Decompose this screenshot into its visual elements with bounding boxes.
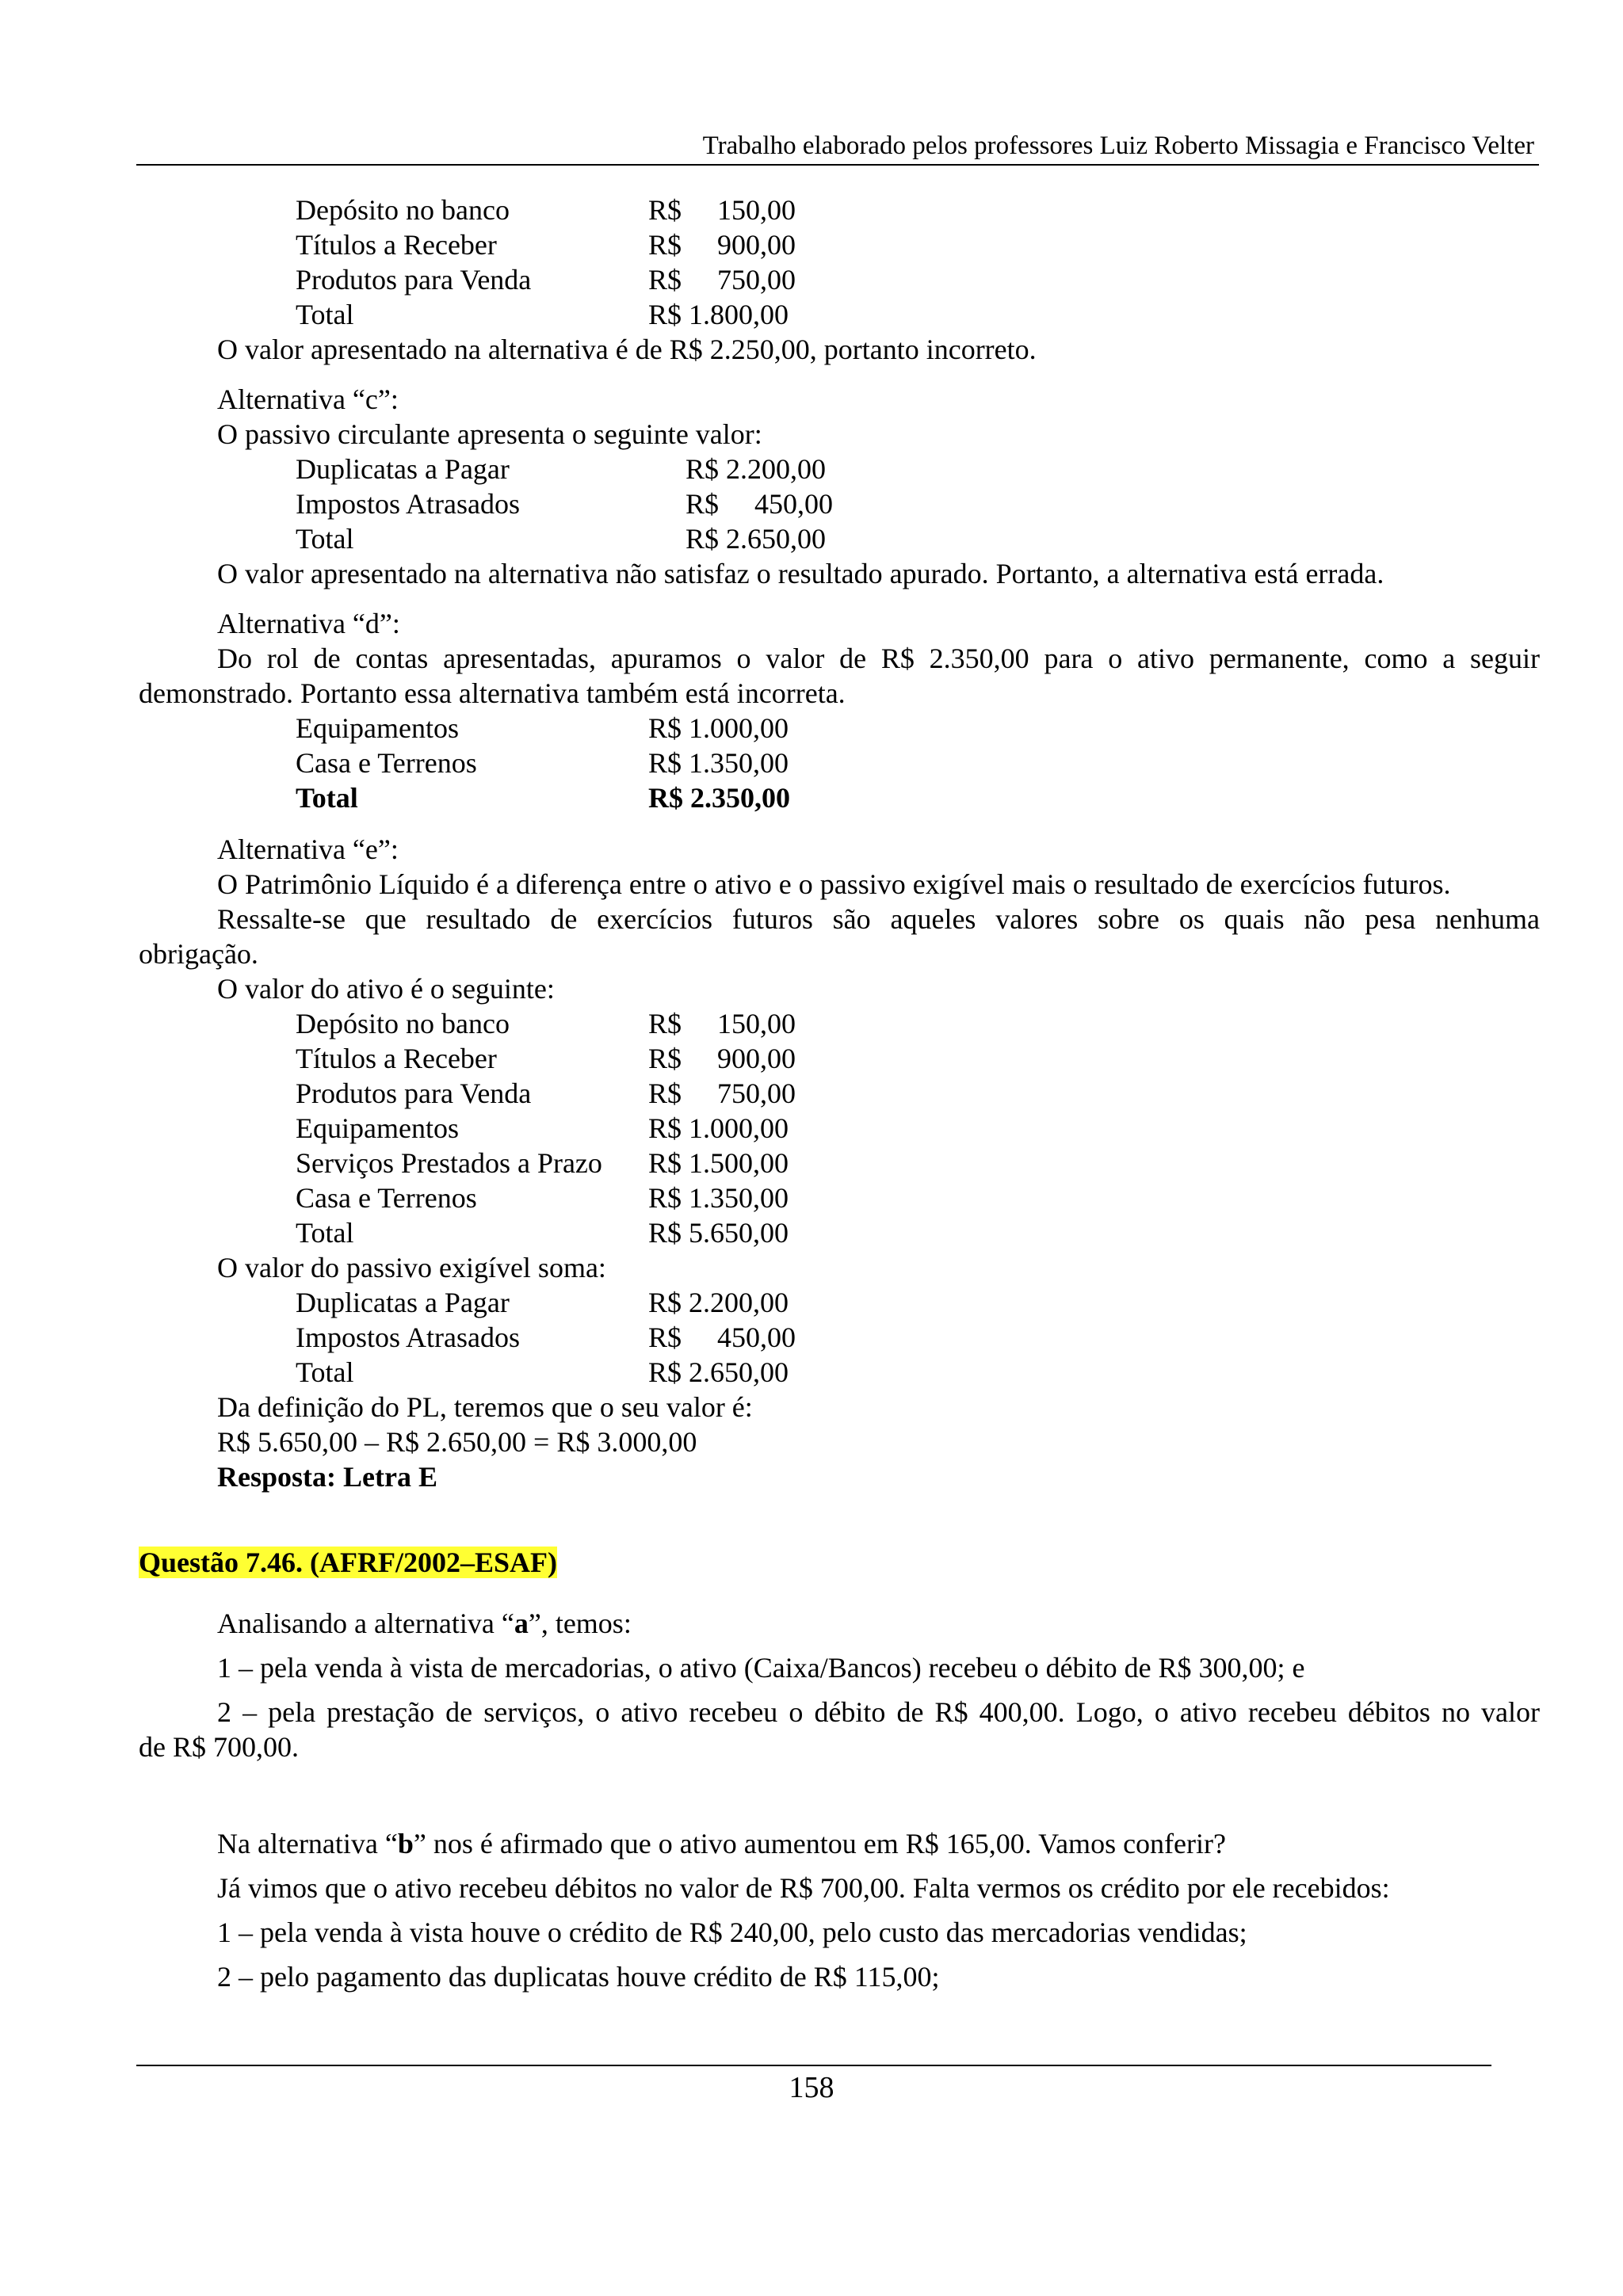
paragraph-line: demonstrado. Portanto essa alternativa também está incorreta. xyxy=(139,677,846,709)
currency-symbol: R$ xyxy=(648,1112,682,1144)
amount: 150,00 xyxy=(717,194,796,226)
amount: 1.800,00 xyxy=(689,299,789,330)
currency-symbol: R$ xyxy=(648,229,682,261)
footer-rule xyxy=(136,2065,1491,2066)
account-label: Títulos a Receber xyxy=(296,229,497,261)
amount: 450,00 xyxy=(717,1322,796,1353)
paragraph: O valor apresentado na alternativa não satisfaz o resultado apurado. Portanto, a alternativa está errada. xyxy=(217,558,1384,589)
amount: 1.350,00 xyxy=(689,747,789,779)
amount: 2.200,00 xyxy=(689,1287,789,1318)
currency-symbol: R$ xyxy=(685,488,720,520)
list-item: 1 – pela venda à vista de mercadorias, o ativo (Caixa/Bancos) recebeu o débito de R$ 300,00; e xyxy=(217,1652,1305,1684)
account-label: Depósito no banco xyxy=(296,1008,510,1039)
amount: 150,00 xyxy=(717,1008,796,1039)
section-title: Alternativa “d”: xyxy=(217,608,400,639)
answer: Resposta: Letra E xyxy=(217,1461,437,1493)
account-label: Produtos para Venda xyxy=(296,1077,532,1109)
text-fragment: ”, temos: xyxy=(528,1608,632,1639)
currency-symbol: R$ xyxy=(648,264,682,296)
list-item: 1 – pela venda à vista houve o crédito de R$ 240,00, pelo custo das mercadorias vendidas; xyxy=(217,1917,1247,1948)
amount: 900,00 xyxy=(717,1043,796,1074)
alternative-letter: b xyxy=(397,1828,414,1859)
currency-symbol: R$ xyxy=(648,1077,682,1109)
account-label: Total xyxy=(296,523,354,555)
currency-symbol: R$ xyxy=(648,1147,682,1179)
calculation: R$ 5.650,00 – R$ 2.650,00 = R$ 3.000,00 xyxy=(217,1426,697,1458)
account-label: Casa e Terrenos xyxy=(296,747,477,779)
paragraph: Já vimos que o ativo recebeu débitos no valor de R$ 700,00. Falta vermos os crédito por ele recebidos: xyxy=(217,1872,1390,1904)
currency-symbol: R$ xyxy=(648,1043,682,1074)
currency-symbol: R$ xyxy=(648,1356,682,1388)
paragraph: O Patrimônio Líquido é a diferença entre o ativo e o passivo exigível mais o resultado de exercícios futuros. xyxy=(217,868,1451,900)
amount: 5.650,00 xyxy=(689,1217,789,1249)
amount: 900,00 xyxy=(717,229,796,261)
account-label: Casa e Terrenos xyxy=(296,1182,477,1214)
currency-symbol: R$ xyxy=(648,712,682,744)
account-label: Produtos para Venda xyxy=(296,264,532,296)
paragraph xyxy=(217,1826,1226,1861)
list-item-line: 2 – pela prestação de serviços, o ativo recebeu o débito de R$ 400,00. Logo, o ativo recebeu débitos no valor xyxy=(217,1696,1540,1728)
account-label: Equipamentos xyxy=(296,1112,459,1144)
currency-symbol: R$ xyxy=(648,194,682,226)
paragraph-line: Do rol de contas apresentadas, apuramos o valor de R$ 2.350,00 para o ativo permanente, como a seguir xyxy=(217,643,1540,674)
account-label: Duplicatas a Pagar xyxy=(296,1287,510,1318)
account-label: Total xyxy=(296,299,354,330)
amount: 2.200,00 xyxy=(726,453,827,485)
amount: 1.350,00 xyxy=(689,1182,789,1214)
amount: 450,00 xyxy=(754,488,833,520)
alternative-letter: a xyxy=(514,1608,529,1639)
currency-symbol: R$ xyxy=(648,747,682,779)
currency-symbol: R$ xyxy=(648,1217,682,1249)
question-heading xyxy=(139,1545,557,1580)
text-fragment: ” nos é afirmado que o ativo aumentou em R$ 165,00. Vamos conferir? xyxy=(413,1828,1226,1859)
currency-symbol: R$ xyxy=(648,1182,682,1214)
paragraph-line: Ressalte-se que resultado de exercícios futuros são aqueles valores sobre os quais não pesa nenhuma xyxy=(217,903,1540,935)
account-label: Serviços Prestados a Prazo xyxy=(296,1147,602,1179)
currency-symbol: R$ xyxy=(648,1008,682,1039)
currency-symbol: R$ xyxy=(685,523,720,555)
list-item-line: de R$ 700,00. xyxy=(139,1731,299,1763)
account-label: Impostos Atrasados xyxy=(296,488,520,520)
paragraph: O valor apresentado na alternativa é de R$ 2.250,00, portanto incorreto. xyxy=(217,334,1037,365)
account-label: Impostos Atrasados xyxy=(296,1322,520,1353)
amount: 750,00 xyxy=(717,1077,796,1109)
amount: 2.650,00 xyxy=(726,523,827,555)
page-number: 158 xyxy=(789,2071,834,2104)
paragraph: O valor do passivo exigível soma: xyxy=(217,1252,606,1283)
paragraph: Da definição do PL, teremos que o seu valor é: xyxy=(217,1391,753,1423)
account-label: Depósito no banco xyxy=(296,194,510,226)
account-label: Total xyxy=(296,1356,354,1388)
amount: 2.650,00 xyxy=(689,1356,789,1388)
currency-symbol: R$ xyxy=(648,299,682,330)
currency-symbol: R$ xyxy=(648,1287,682,1318)
header-rule xyxy=(136,164,1539,166)
text-fragment: Analisando a alternativa “ xyxy=(217,1608,514,1639)
currency-symbol: R$ xyxy=(685,453,720,485)
amount: 1.000,00 xyxy=(689,712,789,744)
paragraph: O passivo circulante apresenta o seguinte valor: xyxy=(217,418,762,450)
paragraph: O valor do ativo é o seguinte: xyxy=(217,973,555,1005)
account-label: Total xyxy=(296,782,358,814)
amount: 750,00 xyxy=(717,264,796,296)
running-header: Trabalho elaborado pelos professores Luiz Roberto Missagia e Francisco Velter xyxy=(702,132,1534,160)
amount: 2.350,00 xyxy=(690,782,790,814)
text-fragment: Na alternativa “ xyxy=(217,1828,398,1859)
paragraph xyxy=(217,1606,632,1641)
question-title: Questão 7.46. (AFRF/2002–ESAF) xyxy=(139,1547,557,1578)
account-label: Títulos a Receber xyxy=(296,1043,497,1074)
account-label: Duplicatas a Pagar xyxy=(296,453,510,485)
amount: 1.500,00 xyxy=(689,1147,789,1179)
paragraph-line: obrigação. xyxy=(139,938,258,970)
section-title: Alternativa “e”: xyxy=(217,833,399,865)
account-label: Equipamentos xyxy=(296,712,459,744)
list-item: 2 – pelo pagamento das duplicatas houve crédito de R$ 115,00; xyxy=(217,1961,940,1993)
section-title: Alternativa “c”: xyxy=(217,383,399,415)
amount: 1.000,00 xyxy=(689,1112,789,1144)
account-label: Total xyxy=(296,1217,354,1249)
currency-symbol: R$ xyxy=(648,782,683,814)
currency-symbol: R$ xyxy=(648,1322,682,1353)
